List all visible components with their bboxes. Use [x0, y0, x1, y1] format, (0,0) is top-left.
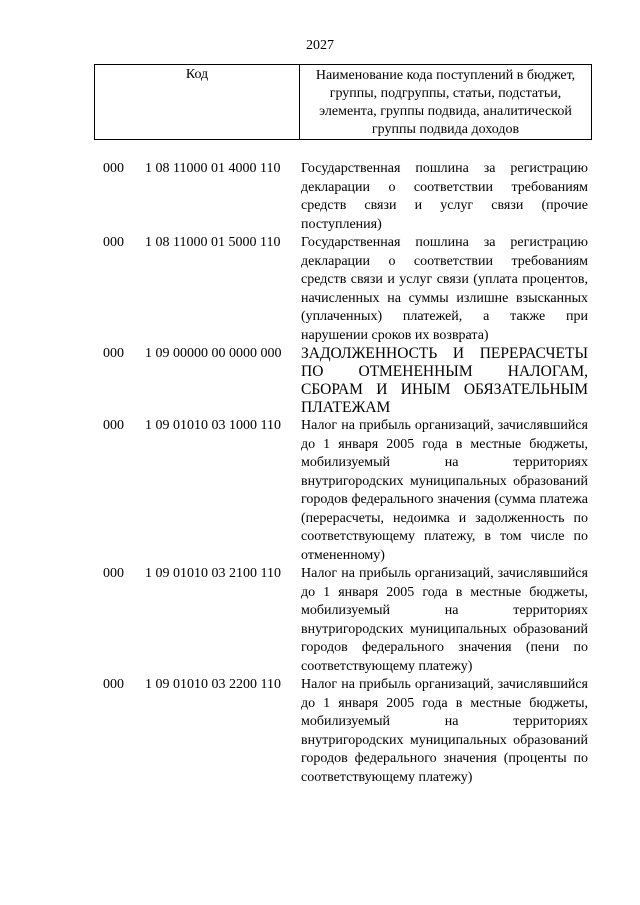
table-row — [0, 417, 640, 565]
income-name: Государственная пошлина за регистрацию декларации о соответствии требованиям средств связи и услуг связи (прочие поступления) — [301, 161, 588, 232]
income-name: Налог на прибыль организаций, зачислявшийся до 1 января 2005 года в местные бюджеты, мобилизуемый на территориях внутригородских муниципальных образований городов федерального значения (сумма платежа (перерасчеты, недоимка и задолженность по соответствующему платежу, в том числе по отмененному) — [301, 418, 588, 563]
header-name-column: Наименование кода поступлений в бюджет, группы, подгруппы, статьи, подстатьи, элемента, группы подвида, аналитической группы подвида доходов — [315, 68, 576, 137]
table-row — [0, 160, 640, 234]
admin-code: 000 — [103, 677, 124, 692]
table-row — [0, 234, 640, 345]
header-code-column: Код — [95, 65, 300, 139]
table-row — [0, 676, 640, 787]
income-name: Налог на прибыль организаций, зачислявшийся до 1 января 2005 года в местные бюджеты, мобилизуемый на территориях внутригородских муниципальных образований городов федерального значения (пени по соответствующему платежу) — [301, 566, 588, 674]
income-name: Государственная пошлина за регистрацию декларации о соответствии требованиям средств связи и услуг связи (уплата процентов, начисленных на суммы излишне взысканных (уплаченных) платежей, а также при нарушении сроков их возврата) — [301, 235, 588, 343]
income-code: 1 09 01010 03 1000 110 — [145, 418, 281, 433]
section-heading: ЗАДОЛЖЕННОСТЬ И ПЕРЕРАСЧЕТЫ ПО ОТМЕНЕННЫМ НАЛОГАМ, СБОРАМ И ИНЫМ ОБЯЗАТЕЛЬНЫМ ПЛАТЕЖАМ — [301, 345, 588, 416]
income-code: 1 09 01010 03 2200 110 — [145, 677, 281, 692]
admin-code: 000 — [103, 235, 124, 250]
income-code: 1 09 00000 00 0000 000 — [145, 346, 282, 361]
admin-code: 000 — [103, 418, 124, 433]
income-code: 1 08 11000 01 4000 110 — [145, 161, 281, 176]
page-number: 2027 — [306, 38, 334, 53]
table-header — [94, 64, 592, 140]
admin-code: 000 — [103, 566, 124, 581]
table-row — [0, 565, 640, 676]
income-code: 1 08 11000 01 5000 110 — [145, 235, 281, 250]
income-name: Налог на прибыль организаций, зачислявшийся до 1 января 2005 года в местные бюджеты, мобилизуемый на территориях внутригородских муниципальных образований городов федерального значения (проценты по соответствующему платежу) — [301, 677, 588, 785]
income-code: 1 09 01010 03 2100 110 — [145, 566, 281, 581]
admin-code: 000 — [103, 346, 124, 361]
admin-code: 000 — [103, 161, 124, 176]
table-row — [0, 345, 640, 417]
income-code-list — [0, 160, 640, 787]
